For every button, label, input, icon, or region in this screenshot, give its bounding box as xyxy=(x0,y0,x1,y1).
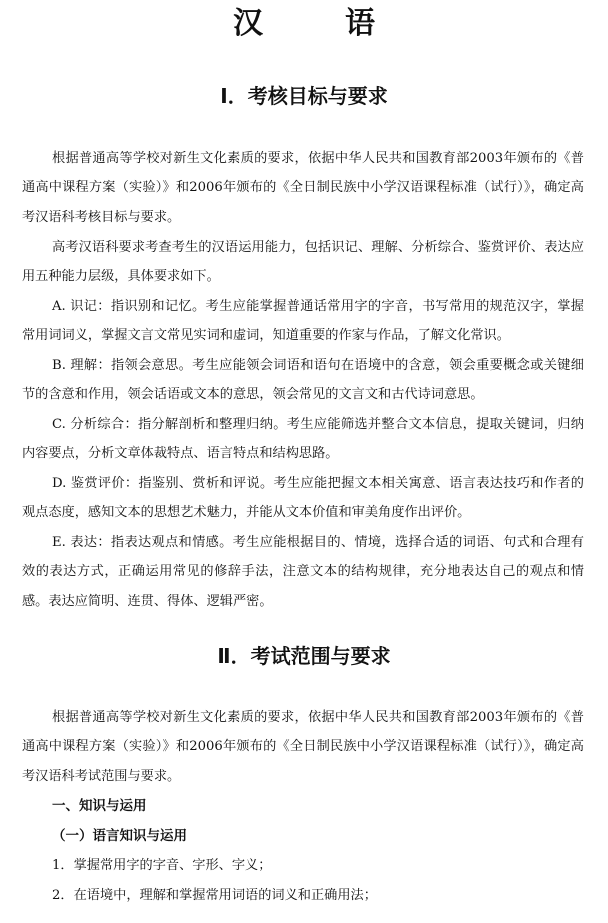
section-2-heading: Ⅱ．考试范围与要求 xyxy=(217,644,391,668)
ability-d-paragraph: D. 鉴赏评价：指鉴别、赏析和评说。考生应能把握文本相关寓意、语言表达技巧和作者的观点态度，感知文本的思想艺术魅力，并能从文本价值和审美角度作出评价。 xyxy=(22,476,584,521)
list-item-2: 2．在语境中，理解和掌握常用词语的词义和正确用法； xyxy=(52,888,377,903)
section-1-paragraph-abilities: 高考汉语科要求考查考生的汉语运用能力，包括识记、理解、分析综合、鉴赏评价、表达应用五种能力层级，具体要求如下。 xyxy=(22,240,584,285)
ability-c-paragraph: C. 分析综合：指分解剖析和整理归纳。考生应能筛选并整合文本信息，提取关键词，归纳内容要点，分析文章体裁特点、语言特点和结构思路。 xyxy=(22,417,584,462)
section-2-paragraph-intro: 根据普通高等学校对新生文化素质的要求，依据中华人民共和国教育部2003年颁布的《普通高中课程方案（实验）》和2006年颁布的《全日制民族中小学汉语课程标准（试行）》，确定高考汉语科考试范围与要求。 xyxy=(22,710,584,784)
section-1-heading: Ⅰ．考核目标与要求 xyxy=(220,84,388,108)
section-1-paragraph-intro: 根据普通高等学校对新生文化素质的要求，依据中华人民共和国教育部2003年颁布的《普通高中课程方案（实验）》和2006年颁布的《全日制民族中小学汉语课程标准（试行）》，确定高考汉语科考核目标与要求。 xyxy=(22,151,584,225)
knowledge-heading: 一、知识与运用 xyxy=(52,798,147,814)
language-knowledge-subheading: （一）语言知识与运用 xyxy=(52,828,187,844)
list-item-1: 1．掌握常用字的字音、字形、字义； xyxy=(52,858,272,873)
document-title: 汉 语 xyxy=(233,6,401,41)
ability-b-paragraph: B. 理解：指领会意思。考生应能领会词语和语句在语境中的含意，领会重要概念或关键细节的含意和作用，领会话语或文本的意思，领会常见的文言文和古代诗词意思。 xyxy=(22,358,584,403)
ability-a-paragraph: A. 识记：指识别和记忆。考生应能掌握普通话常用字的字音，书写常用的规范汉字，掌握常用词词义，掌握文言文常见实词和虚词，知道重要的作家与作品，了解文化常识。 xyxy=(22,299,584,344)
ability-e-paragraph: E. 表达：指表达观点和情感。考生应能根据目的、情境，选择合适的词语、句式和合理有效的表达方式，正确运用常见的修辞手法，注意文本的结构规律，充分地表达自己的观点和情感。表达应简明、连贯、得体、逻辑严密。 xyxy=(22,535,584,609)
